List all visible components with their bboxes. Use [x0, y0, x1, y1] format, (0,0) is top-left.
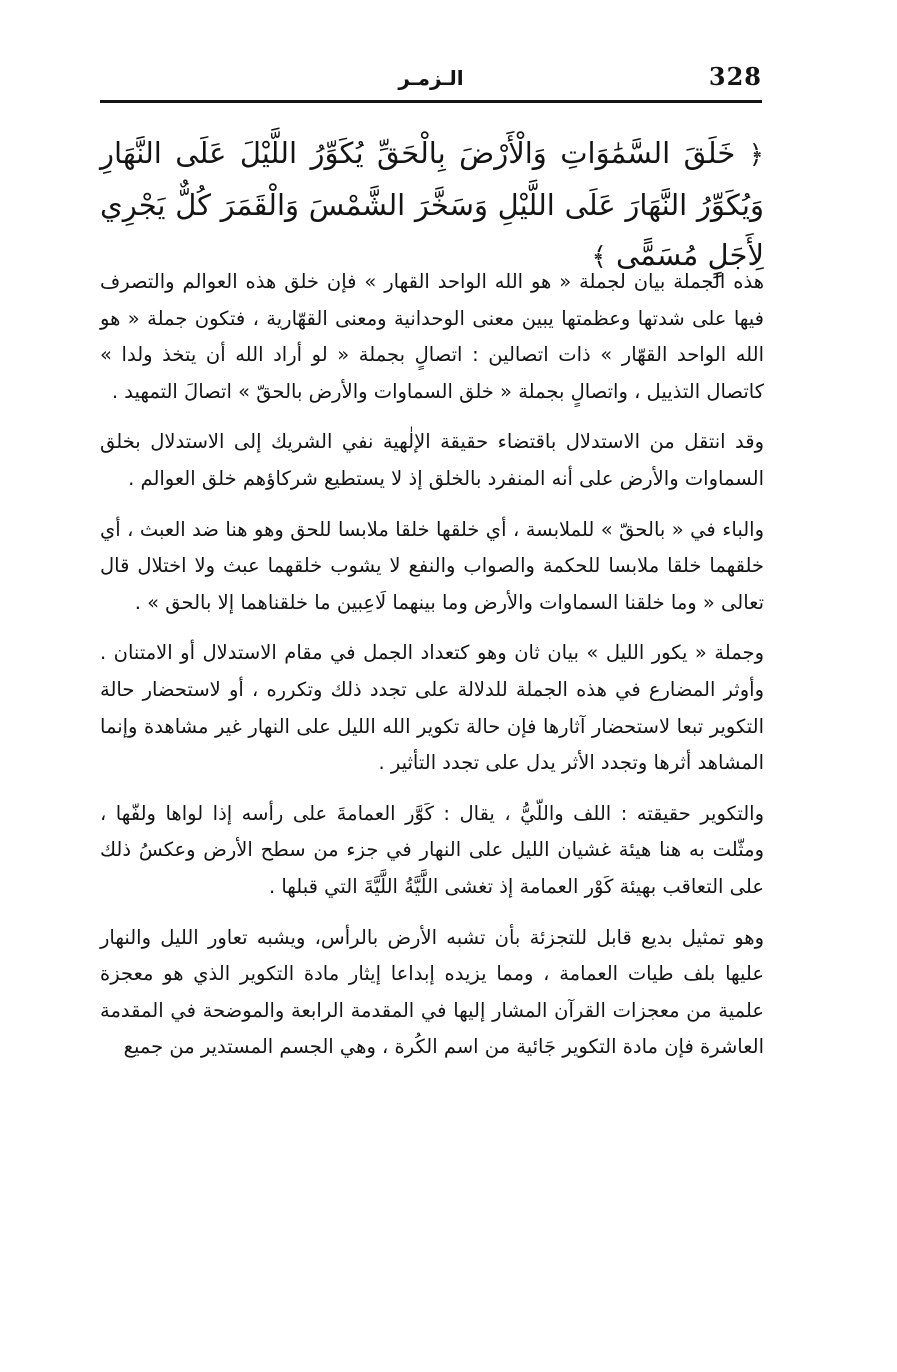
- verse-close-bracket: ﴾: [591, 242, 607, 272]
- surah-title: الـزمـر: [398, 66, 464, 90]
- commentary-body: [100, 264, 764, 1080]
- paragraph: وجملة « يكور الليل » بيان ثان وهو كتعداد الجمل في مقام الاستدلال أو الامتنان . وأوثر المضارع في هذه الجملة للدلالة على تجدد ذلك وتكرره ، أو لاستحضار حالة التكوير تبعا لاستحضار آثارها فإن حالة تكوير الله الليل على النهار غير مشاهدة وإنما المشاهد أثرها وتجدد الأثر يدل على تجدد التأثير .: [100, 641, 764, 775]
- paragraph: وقد انتقل من الاستدلال باقتضاء حقيقة الإلٰهية نفي الشريك إلى الاستدلال بخلق السماوات والأرض على أنه المنفرد بالخلق إذ لا يستطيع شركاؤهم خلق العوالم .: [100, 430, 764, 490]
- paragraph: وهو تمثيل بديع قابل للتجزئة بأن تشبه الأرض بالرأس، ويشبه تعاور الليل والنهار عليها بلف طيات العمامة ، ومما يزيده إبداعا إيثار مادة التكوير الذي هو معجزة علمية من معجزات القرآن المشار إليها في المقدمة الرابعة والموضحة في المقدمة العاشرة فإن مادة التكوير جَائية من اسم الكُرة ، وهي الجسم المستدير من جميع: [100, 925, 764, 1059]
- paragraph: والباء في « بالحقّ » للملابسة ، أي خلقها خلقا ملابسا للحق وهو هنا ضد العبث ، أي خلقهما خلقا ملابسا للحكمة والصواب والنفع لا يشوب خلقهما عبث ولا اختلال قال تعالى « وما خلقنا السماوات والأرض وما بينهما لَاعِبين ما خلقناهما إلا بالحق » .: [100, 517, 764, 614]
- quran-verse: [100, 128, 764, 282]
- header-divider: [100, 100, 762, 103]
- paragraph: هذه الجملة بيان لجملة « هو الله الواحد القهار » فإن خلق هذه العوالم والتصرف فيها على شدتها وعظمتها يبين معنى الوحدانية ومعنى القهّارية ، فتكون جملة « هو الله الواحد القهّار » ذات اتصالين : اتصالٍ بجملة « لو أراد الله أن يتخذ ولدا » كاتصال التذييل ، واتصالٍ بجملة « خلق السماوات والأرض بالحقّ » اتصالَ التمهيد .: [100, 270, 764, 403]
- running-head: [100, 62, 762, 102]
- verse-text: خَلَقَ السَّمَٰوَاتِ وَالْأَرْضَ بِالْحَقِّ يُكَوِّرُ اللَّيْلَ عَلَى النَّهَارِ وَيُكَوِّرُ النَّهَارَ عَلَى اللَّيْلِ وَسَخَّرَ الشَّمْسَ وَالْقَمَرَ كُلٌّ يَجْرِي لِأَجَلٍ مُسَمًّى: [100, 136, 764, 272]
- page-number: 328: [708, 62, 762, 91]
- verse-open-bracket: ﴿: [748, 140, 765, 170]
- paragraph: والتكوير حقيقته : اللف واللّيُّ ، يقال : كَوَّر العمامةَ على رأسه إذا لواها ولفّها ، ومثّلت به هنا هيئة غشيان الليل على النهار في جزء من سطح الأرض وعكسُ ذلك على التعاقب بهيئة كَوْر العمامة إذ تغشى اللَّيَّةُ اللَّيَّةَ التي قبلها .: [100, 801, 764, 898]
